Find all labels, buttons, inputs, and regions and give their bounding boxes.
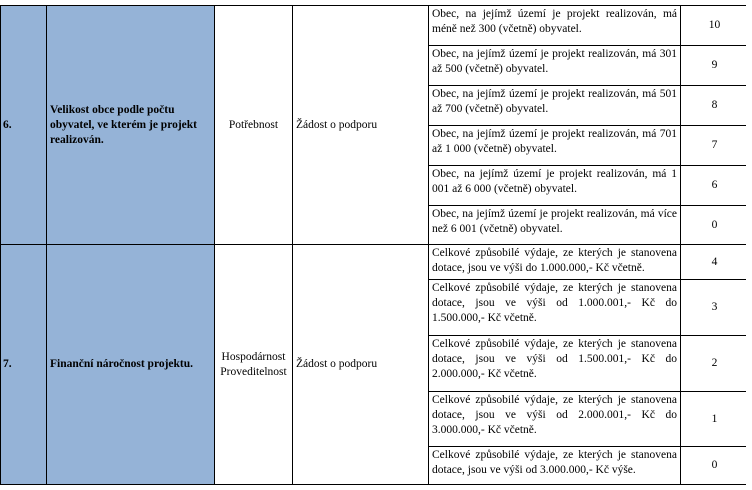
criterion-name: Finanční náročnost projektu. (47, 245, 215, 485)
option-description: Obec, na jejímž území je projekt realizován, má 701 až 1 000 (včetně) obyvatel. (429, 126, 681, 166)
option-points: 4 (681, 245, 749, 280)
page-edge (746, 5, 752, 485)
option-description: Celkové způsobilé výdaje, ze kterých je stanovena dotace, jsou ve výši do 1.000.000,- Kč včetně. (429, 245, 681, 280)
evaluation-aspect (215, 245, 293, 485)
option-description: Obec, na jejímž území je projekt realizován, má méně než 300 (včetně) obyvatel. (429, 6, 681, 46)
information-source: Žádost o podporu (293, 6, 429, 245)
table-row (1, 245, 749, 280)
option-points: 6 (681, 166, 749, 206)
option-points: 3 (681, 280, 749, 336)
option-description: Celkové způsobilé výdaje, ze kterých je stanovena dotace, jsou ve výši od 3.000.000,- Kč výše. (429, 447, 681, 485)
criterion-name: Velikost obce podle počtu obyvatel, ve kterém je projekt realizován. (47, 6, 215, 245)
criterion-number: 7. (1, 245, 47, 485)
option-description: Obec, na jejímž území je projekt realizován, má 1 001 až 6 000 (včetně) obyvatel. (429, 166, 681, 206)
option-points: 7 (681, 126, 749, 166)
information-source: Žádost o podporu (293, 245, 429, 485)
option-description: Obec, na jejímž území je projekt realizován, má více než 6 001 (včetně) obyvatel. (429, 206, 681, 245)
option-points: 0 (681, 447, 749, 485)
option-description: Celkové způsobilé výdaje, ze kterých je stanovena dotace, jsou ve výši od 1.000.001,- Kč do 1.500.000,- Kč včetně. (429, 280, 681, 336)
criterion-number: 6. (1, 6, 47, 245)
option-points: 2 (681, 336, 749, 392)
option-points: 8 (681, 86, 749, 126)
evaluation-aspect-line: Proveditelnost (220, 365, 287, 378)
option-points: 9 (681, 46, 749, 86)
evaluation-criteria-table (0, 5, 749, 485)
table-row (1, 6, 749, 46)
option-description: Obec, na jejímž území je projekt realizován, má 301 až 500 (včetně) obyvatel. (429, 46, 681, 86)
option-description: Celkové způsobilé výdaje, ze kterých je stanovena dotace, jsou ve výši od 1.500.001,- Kč do 2.000.000,- Kč včetně. (429, 336, 681, 392)
option-points: 0 (681, 206, 749, 245)
option-points: 1 (681, 392, 749, 447)
option-description: Obec, na jejímž území je projekt realizován, má 501 až 700 (včetně) obyvatel. (429, 86, 681, 126)
evaluation-aspect-line: Hospodárnost (221, 350, 286, 363)
option-description: Celkové způsobilé výdaje, ze kterých je stanovena dotace, jsou ve výši od 2.000.001,- Kč do 3.000.000,- Kč včetně. (429, 392, 681, 447)
evaluation-aspect: Potřebnost (215, 6, 293, 245)
option-points: 10 (681, 6, 749, 46)
